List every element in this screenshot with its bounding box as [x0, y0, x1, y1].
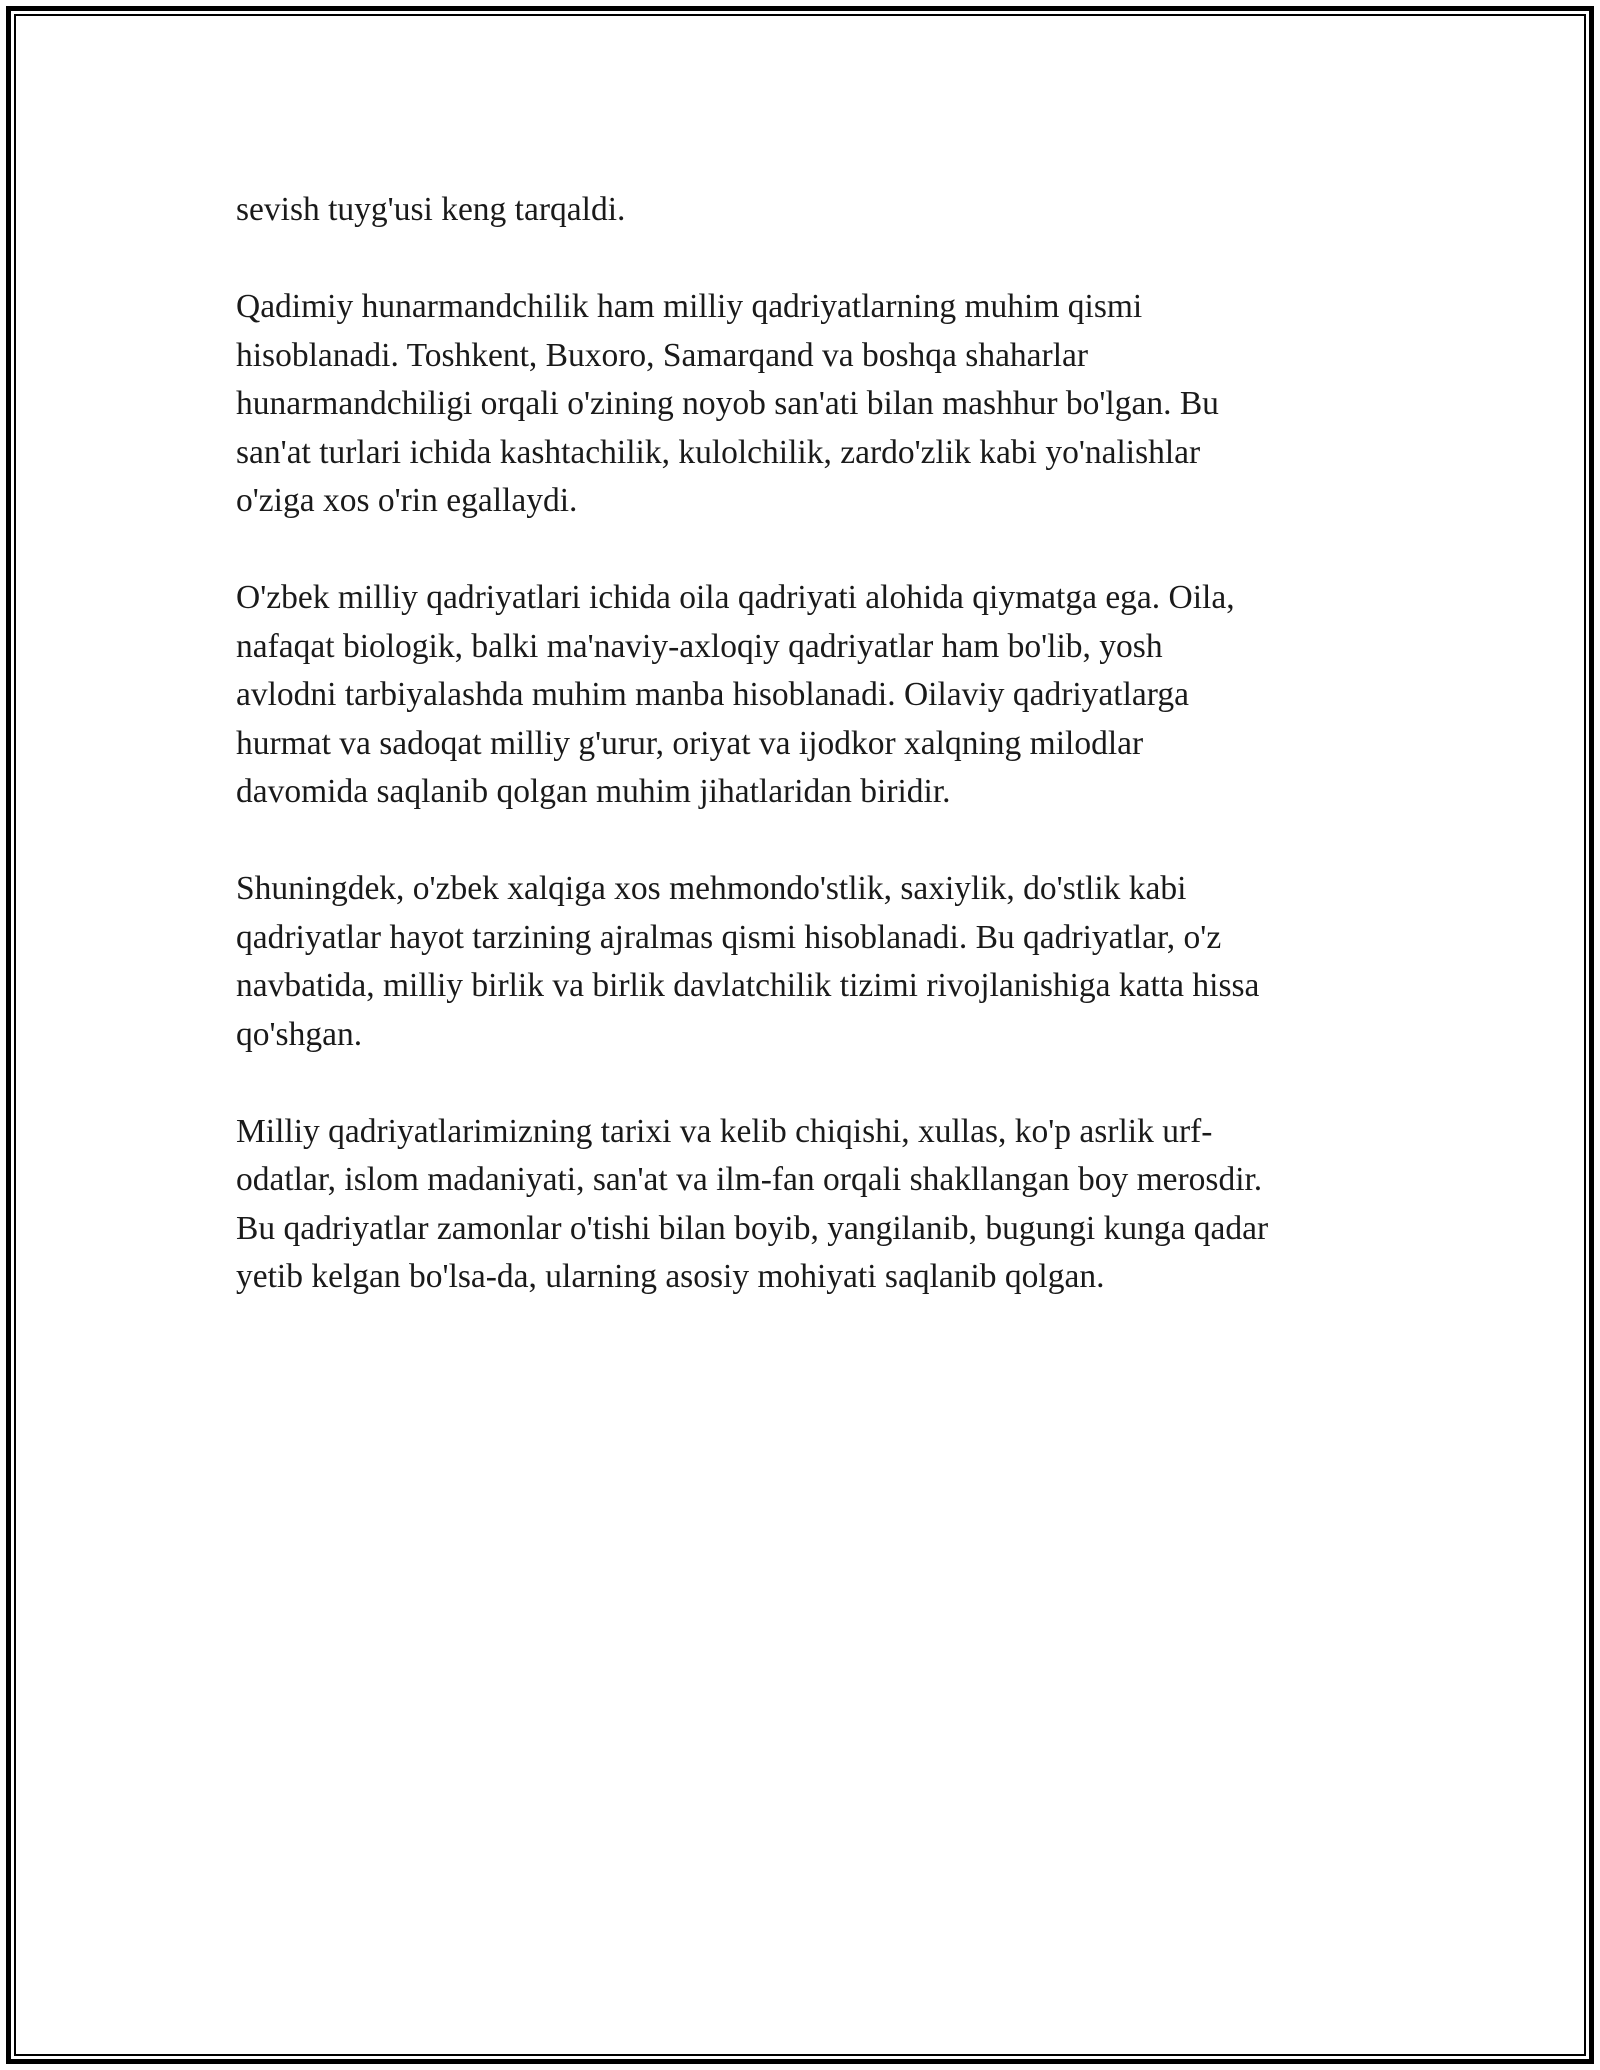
text-line: O'zbek milliy qadriyatlari ichida oila qadriyati alohida qiymatga ega. Oila,	[236, 579, 1235, 616]
text-line: nafaqat biologik, balki ma'naviy-axloqiy qadriyatlar ham bo'lib, yosh	[236, 627, 1163, 665]
text-line: hunarmandchiligi orqali o'zining noyob san'ati bilan mashhur bo'lgan. Bu	[236, 385, 1219, 422]
paragraph-3	[236, 574, 1376, 817]
text-line: qadriyatlar hayot tarzining ajralmas qismi hisoblanadi. Bu qadriyatlar, o'z	[236, 918, 1222, 956]
text-line: Shuningdek, o'zbek xalqiga xos mehmondo'stlik, saxiylik, do'stlik kabi	[236, 870, 1187, 907]
paragraph-5	[236, 1108, 1376, 1302]
paragraph-1	[236, 186, 1376, 235]
text-line: qo'shgan.	[236, 1015, 363, 1053]
text-line: Qadimiy hunarmandchilik ham milliy qadriyatlarning muhim qismi	[236, 288, 1143, 325]
text-line: navbatida, milliy birlik va birlik davlatchilik tizimi rivojlanishiga katta hissa	[236, 967, 1260, 1004]
text-line: hisoblanadi. Toshkent, Buxoro, Samarqand va boshqa shaharlar	[236, 336, 1089, 374]
text-line: san'at turlari ichida kashtachilik, kulolchilik, zardo'zlik kabi yo'nalishlar	[236, 433, 1201, 471]
text-line: sevish tuyg'usi keng tarqaldi.	[236, 191, 626, 228]
text-line: yetib kelgan bo'lsa-da, ularning asosiy mohiyati saqlanib qolgan.	[236, 1258, 1105, 1295]
text-line: odatlar, islom madaniyati, san'at va ilm-fan orqali shakllangan boy merosdir.	[236, 1161, 1263, 1198]
text-line: avlodni tarbiyalashda muhim manba hisoblanadi. Oilaviy qadriyatlarga	[236, 676, 1189, 713]
document-body	[236, 186, 1376, 1350]
paragraph-4	[236, 865, 1376, 1059]
text-line: Milliy qadriyatlarimizning tarixi va kelib chiqishi, xullas, ko'p asrlik urf-	[236, 1112, 1213, 1150]
paragraph-2	[236, 283, 1376, 526]
text-line: Bu qadriyatlar zamonlar o'tishi bilan boyib, yangilanib, bugungi kunga qadar	[236, 1209, 1269, 1247]
text-line: o'ziga xos o'rin egallaydi.	[236, 482, 578, 519]
text-line: hurmat va sadoqat milliy g'urur, oriyat va ijodkor xalqning milodlar	[236, 724, 1144, 762]
text-line: davomida saqlanib qolgan muhim jihatlaridan biridir.	[236, 773, 951, 810]
